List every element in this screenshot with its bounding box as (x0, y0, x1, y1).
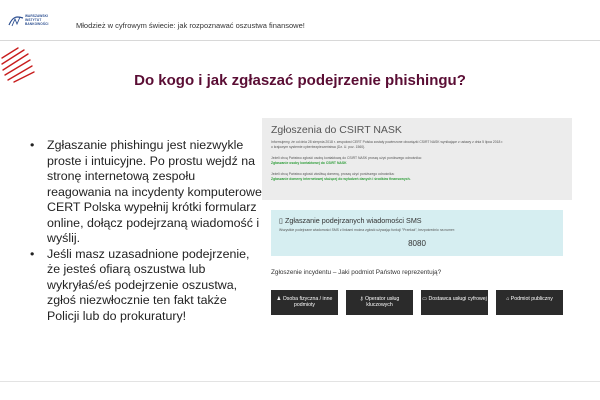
logo (8, 14, 60, 36)
bank-icon: ⌂ (506, 296, 510, 302)
slide-title: Do kogo i jak zgłaszać podejrzenie phishingu? (134, 72, 466, 89)
header-divider (0, 40, 600, 41)
key-icon: ⚷ (359, 296, 364, 302)
sms-description: Wszystkie podejrzane wiadomości SMS z linkami można zgłosić używając funkcji "Przekaż", bezpośrednio na numer: (279, 228, 455, 232)
csirt-title: Zgłoszenia do CSIRT NASK (271, 124, 402, 136)
info-line: Informujemy, że od dnia 28 sierpnia 2018 r. zespołowi CERT Polska zostały powierzone obowiązki CSIRT NASK wynikające z ustawy z dnia 5 lipca 2018 r. (271, 140, 504, 144)
person-icon: ♟ (276, 296, 282, 302)
operator-button[interactable]: ⚷ Operator usług kluczowych (346, 290, 413, 315)
sms-panel (271, 210, 563, 256)
info-line: Jeżeli chcą Państwo zgłosić osobę kontaktową do CSIRT NASK proszę użyć poniższego odnośnika: (271, 156, 422, 160)
contact-link[interactable]: Zgłaszanie osoby kontaktowej do CSIRT NASK (271, 161, 347, 165)
bullet-item: • Zgłaszanie phishingu jest niezwykle proste i intuicyjne. Po prostu wejdź na stronę internetową zespołu reagowania na incydenty komputerowe CERT Polska wypełnij krótki formularz online, dołącz podejrzaną wiadomość i wyślij. (30, 138, 262, 247)
monitor-icon: ▭ (422, 296, 428, 302)
logo-text: WARSZAWSKI INSTYTUT BANKOWOŚCI (25, 14, 49, 26)
sms-number: 8080 (408, 239, 426, 248)
breadcrumb: Młodzież w cyfrowym świecie: jak rozpoznawać oszustwa finansowe! (76, 21, 305, 30)
info-line: Jeżeli chcą Państwo zgłosić złośliwą domenę, proszę użyć poniższego odnośnika: (271, 172, 395, 176)
csirt-header (262, 118, 572, 200)
person-button[interactable]: ♟ Osoba fizyczna / inne podmioty (271, 290, 338, 315)
info-line: o krajowym systemie cyberbezpieczeństwa (Dz. U. poz. 1560). (271, 145, 366, 149)
footer-divider (0, 381, 600, 382)
top-bar (0, 0, 600, 40)
phone-icon: ▯ (279, 216, 283, 225)
digital-provider-button[interactable]: ▭ Dostawca usługi cyfrowej (421, 290, 488, 315)
bullet-item: • Jeśli masz uzasadnione podejrzenie, że jesteś ofiarą oszustwa lub wykryłaś/eś podejrzenie oszustwa, zgłoś niezwłocznie ten fakt także Policji lub do prokuratury! (30, 247, 262, 325)
sms-title: ▯ Zgłaszanie podejrzanych wiadomości SMS (279, 216, 422, 225)
bullet-list (30, 138, 262, 324)
bank-logo-icon (8, 14, 24, 28)
cert-website-screenshot (262, 118, 572, 321)
incident-question: Zgłoszenie incydentu – Jaki podmiot Państwo reprezentują? (271, 269, 442, 276)
domain-link[interactable]: Zgłaszanie domeny internetowej służącej do wyłudzeń danych i środków finansowych. (271, 177, 411, 181)
public-entity-button[interactable]: ⌂ Podmiot publiczny (496, 290, 563, 315)
